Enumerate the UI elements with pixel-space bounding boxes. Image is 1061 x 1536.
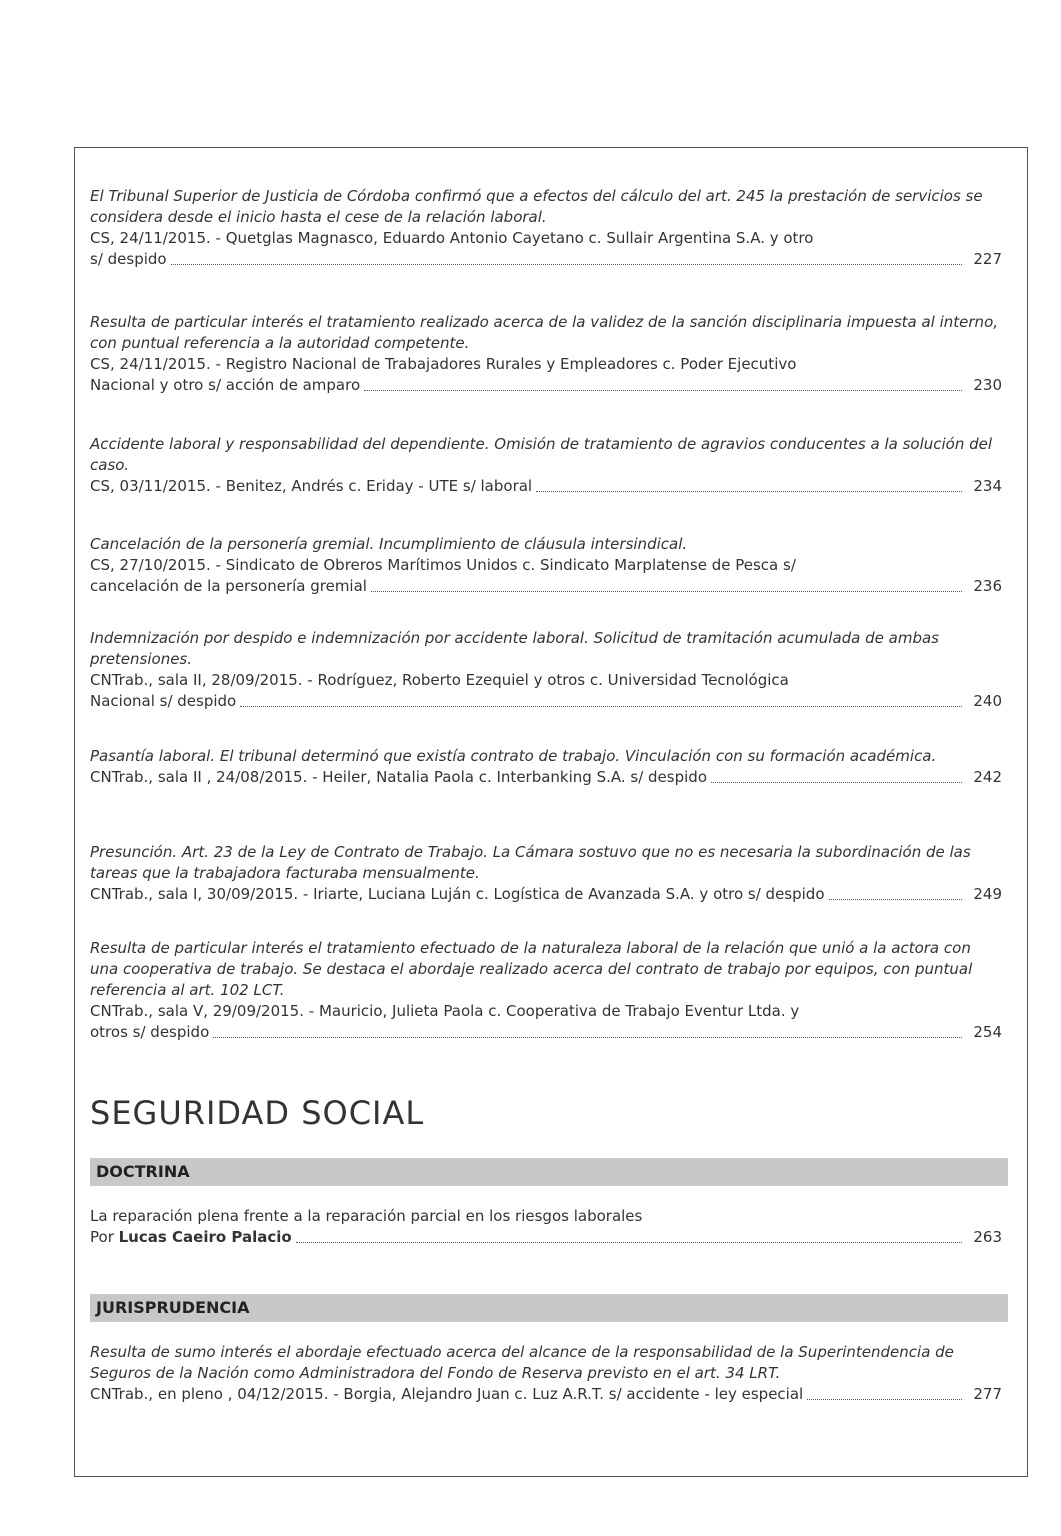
page-number[interactable]: 240 [973, 692, 1002, 710]
page-number[interactable]: 277 [973, 1385, 1002, 1403]
entry-summary: Resulta de sumo interés el abordaje efectuado acerca del alcance de la responsabilidad de la Superintendencia de Seguros de la Nación como Administradora del Fondo de Reserva previsto en el art. 34 LRT. [90, 1343, 954, 1382]
dot-leader [711, 781, 962, 783]
dot-leader [213, 1036, 962, 1038]
page-number[interactable]: 242 [973, 768, 1002, 786]
page-number[interactable]: 249 [973, 885, 1002, 903]
case-citation-last-line [90, 375, 1002, 396]
case-citation-text: Nacional y otro s/ acción de amparo [90, 376, 361, 394]
entry-summary: Resulta de particular interés el tratamiento efectuado de la naturaleza laboral de la relación que unió a la actora con una cooperativa de trabajo. Se destaca el abordaje realizado acerca del contrato de trabajo por equipos, con puntual referencia al art. 102 LCT. [90, 939, 973, 999]
jurisprudencia-heading: JURISPRUDENCIA [90, 1294, 1008, 1322]
case-citation: CNTrab., sala V, 29/09/2015. - Mauricio, Julieta Paola c. Cooperativa de Trabajo Eventur Ltda. y [90, 1002, 800, 1020]
index-entry [90, 312, 1002, 396]
entry-summary: Presunción. Art. 23 de la Ley de Contrato de Trabajo. La Cámara sostuvo que no es necesaria la subordinación de las tareas que la trabajadora facturaba mensualmente. [90, 843, 971, 882]
case-citation-last-line [90, 767, 1002, 788]
dot-leader [829, 898, 962, 900]
case-citation: CNTrab., sala II, 28/09/2015. - Rodríguez, Roberto Ezequiel y otros c. Universidad Tecnológica [90, 671, 789, 689]
case-citation-last-line [90, 1022, 1002, 1043]
case-citation-last-line [90, 884, 1002, 905]
doctrina-author-line [90, 1227, 1002, 1248]
index-entry [90, 434, 1002, 497]
page-number[interactable]: 254 [973, 1023, 1002, 1041]
case-citation-text: s/ despido [90, 250, 167, 268]
index-entry [90, 842, 1002, 905]
case-citation: CS, 27/10/2015. - Sindicato de Obreros Marítimos Unidos c. Sindicato Marplatense de Pesca s/ [90, 556, 796, 574]
entry-summary: Accidente laboral y responsabilidad del dependiente. Omisión de tratamiento de agravios conducentes a la solución del caso. [90, 435, 993, 474]
index-entry [90, 186, 1002, 270]
case-citation-text: cancelación de la personería gremial [90, 577, 367, 595]
entry-summary: Pasantía laboral. El tribunal determinó que existía contrato de trabajo. Vinculación con su formación académica. [90, 747, 937, 765]
case-citation-last-line [90, 691, 1002, 712]
index-entry [90, 534, 1002, 597]
case-citation-text: CS, 03/11/2015. - Benitez, Andrés c. Eriday - UTE s/ laboral [90, 477, 533, 495]
dot-leader [807, 1398, 962, 1400]
doctrina-entry [90, 1206, 1002, 1248]
index-entry [90, 746, 1002, 788]
jurisprudencia-entry [90, 1342, 1002, 1405]
case-citation-last-line [90, 576, 1002, 597]
index-entry [90, 938, 1002, 1043]
dot-leader [364, 389, 962, 391]
author-name: Lucas Caeiro Palacio [118, 1228, 292, 1246]
dot-leader [171, 263, 962, 265]
page-number[interactable]: 236 [973, 577, 1002, 595]
entry-summary: El Tribunal Superior de Justicia de Córdoba confirmó que a efectos del cálculo del art. 245 la prestación de servicios se considera desde el inicio hasta el cese de la relación laboral. [90, 187, 983, 226]
entry-summary: Cancelación de la personería gremial. Incumplimiento de cláusula intersindical. [90, 535, 688, 553]
page-number[interactable]: 227 [973, 250, 1002, 268]
case-citation-text: CNTrab., sala I, 30/09/2015. - Iriarte, Luciana Luján c. Logística de Avanzada S.A. y otro s/ despido [90, 885, 825, 903]
section-title: SEGURIDAD SOCIAL [90, 1094, 425, 1132]
dot-leader [536, 490, 962, 492]
dot-leader [296, 1241, 962, 1243]
case-citation-last-line [90, 249, 1002, 270]
index-entry [90, 628, 1002, 712]
author-prefix: Por [90, 1228, 119, 1246]
entry-summary: Resulta de particular interés el tratamiento realizado acerca de la validez de la sanción disciplinaria impuesta al interno, con puntual referencia a la autoridad competente. [90, 313, 999, 352]
dot-leader [240, 705, 962, 707]
author-line [90, 1227, 292, 1248]
page-number[interactable]: 230 [973, 376, 1002, 394]
entry-summary: Indemnización por despido e indemnización por accidente laboral. Solicitud de tramitación acumulada de ambas pretensiones. [90, 629, 939, 668]
doctrina-heading: DOCTRINA [90, 1158, 1008, 1186]
case-citation-text: otros s/ despido [90, 1023, 210, 1041]
case-citation: CS, 24/11/2015. - Registro Nacional de Trabajadores Rurales y Empleadores c. Poder Ejecutivo [90, 355, 797, 373]
case-citation-text: CNTrab., en pleno , 04/12/2015. - Borgia, Alejandro Juan c. Luz A.R.T. s/ accidente - ley especial [90, 1385, 804, 1403]
case-citation-last-line [90, 476, 1002, 497]
dot-leader [371, 590, 962, 592]
page-number[interactable]: 263 [973, 1228, 1002, 1246]
case-citation-text: CNTrab., sala II , 24/08/2015. - Heiler, Natalia Paola c. Interbanking S.A. s/ despido [90, 768, 707, 786]
page-number[interactable]: 234 [973, 477, 1002, 495]
doctrina-title: La reparación plena frente a la reparación parcial en los riesgos laborales [90, 1207, 643, 1225]
case-citation-text: Nacional s/ despido [90, 692, 237, 710]
case-citation: CS, 24/11/2015. - Quetglas Magnasco, Eduardo Antonio Cayetano c. Sullair Argentina S.A. y otro [90, 229, 814, 247]
case-citation-last-line [90, 1384, 1002, 1405]
